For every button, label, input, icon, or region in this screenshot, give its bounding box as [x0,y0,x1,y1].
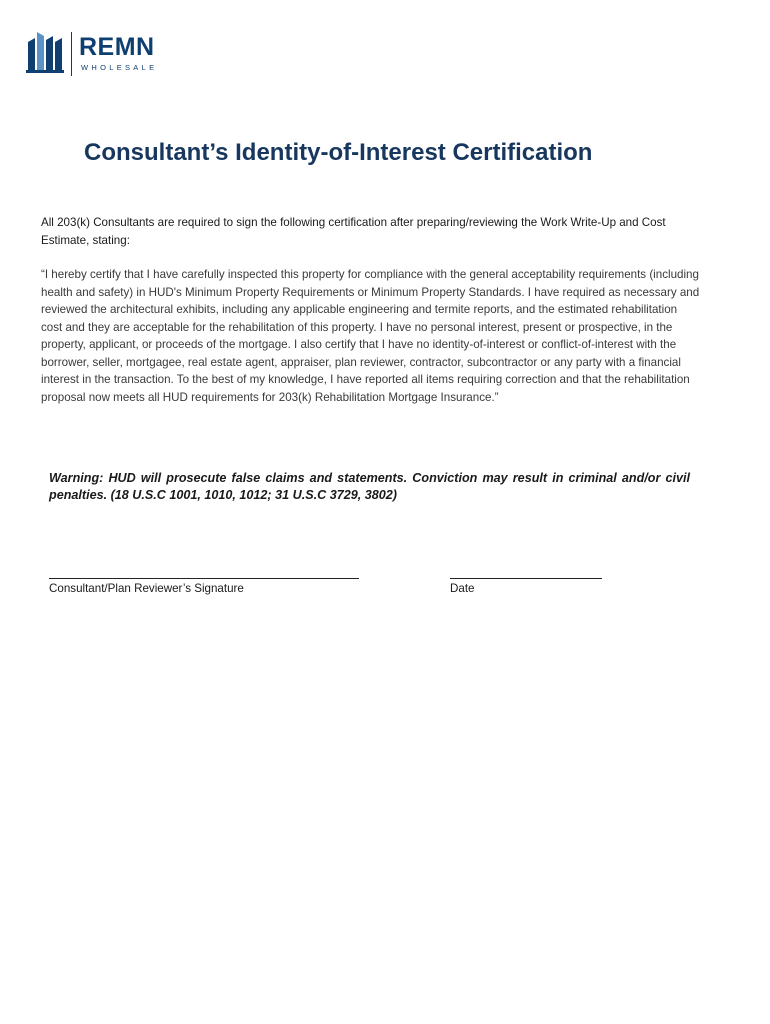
intro-paragraph: All 203(k) Consultants are required to sign the following certification after preparing/reviewing the Work Write-Up and Cost Estimate, stating: [41,216,666,247]
warning-notice: Warning: HUD will prosecute false claims and statements. Conviction may result in criminal and/or civil penalties. (18 U.S.C 1001, 1010, 1012; 31 U.S.C 3729, 3802) [49,471,690,502]
logo-tagline: WHOLESALE [81,63,158,72]
signature-label: Consultant/Plan Reviewer’s Signature [49,582,244,595]
logo-divider [71,32,72,76]
certification-statement: “I hereby certify that I have carefully inspected this property for compliance with the general acceptability requirements (including health and safety) in HUD's Minimum Property Requirements or Minimum Property Standards. I have required as necessary and reviewed the architectural exhibits, including any applicable engineering and termite reports, and the estimated rehabilitation cost and they are acceptable for the rehabilitation of this property. I have no personal interest, present or prospective, in the property, applicant, or proceeds of the mortgage. I also certify that I have no identity-of-interest or conflict-of-interest with the borrower, seller, mortgagee, real estate agent, appraiser, plan reviewer, contractor, subcontractor or any party with a financial interest in the transaction. To the best of my knowledge, I have reported all items requiring correction and that the rehabilitation proposal now meets all HUD requirements for 203(k) Rehabilitation Mortgage Insurance.” [41,268,700,404]
building-logo-icon [26,30,66,76]
logo-name: REMN [79,33,155,61]
signature-line[interactable] [49,566,359,579]
date-line[interactable] [450,566,602,579]
date-label: Date [450,582,475,595]
document-title: Consultant’s Identity-of-Interest Certification [84,139,593,166]
remn-wholesale-logo [26,30,171,78]
